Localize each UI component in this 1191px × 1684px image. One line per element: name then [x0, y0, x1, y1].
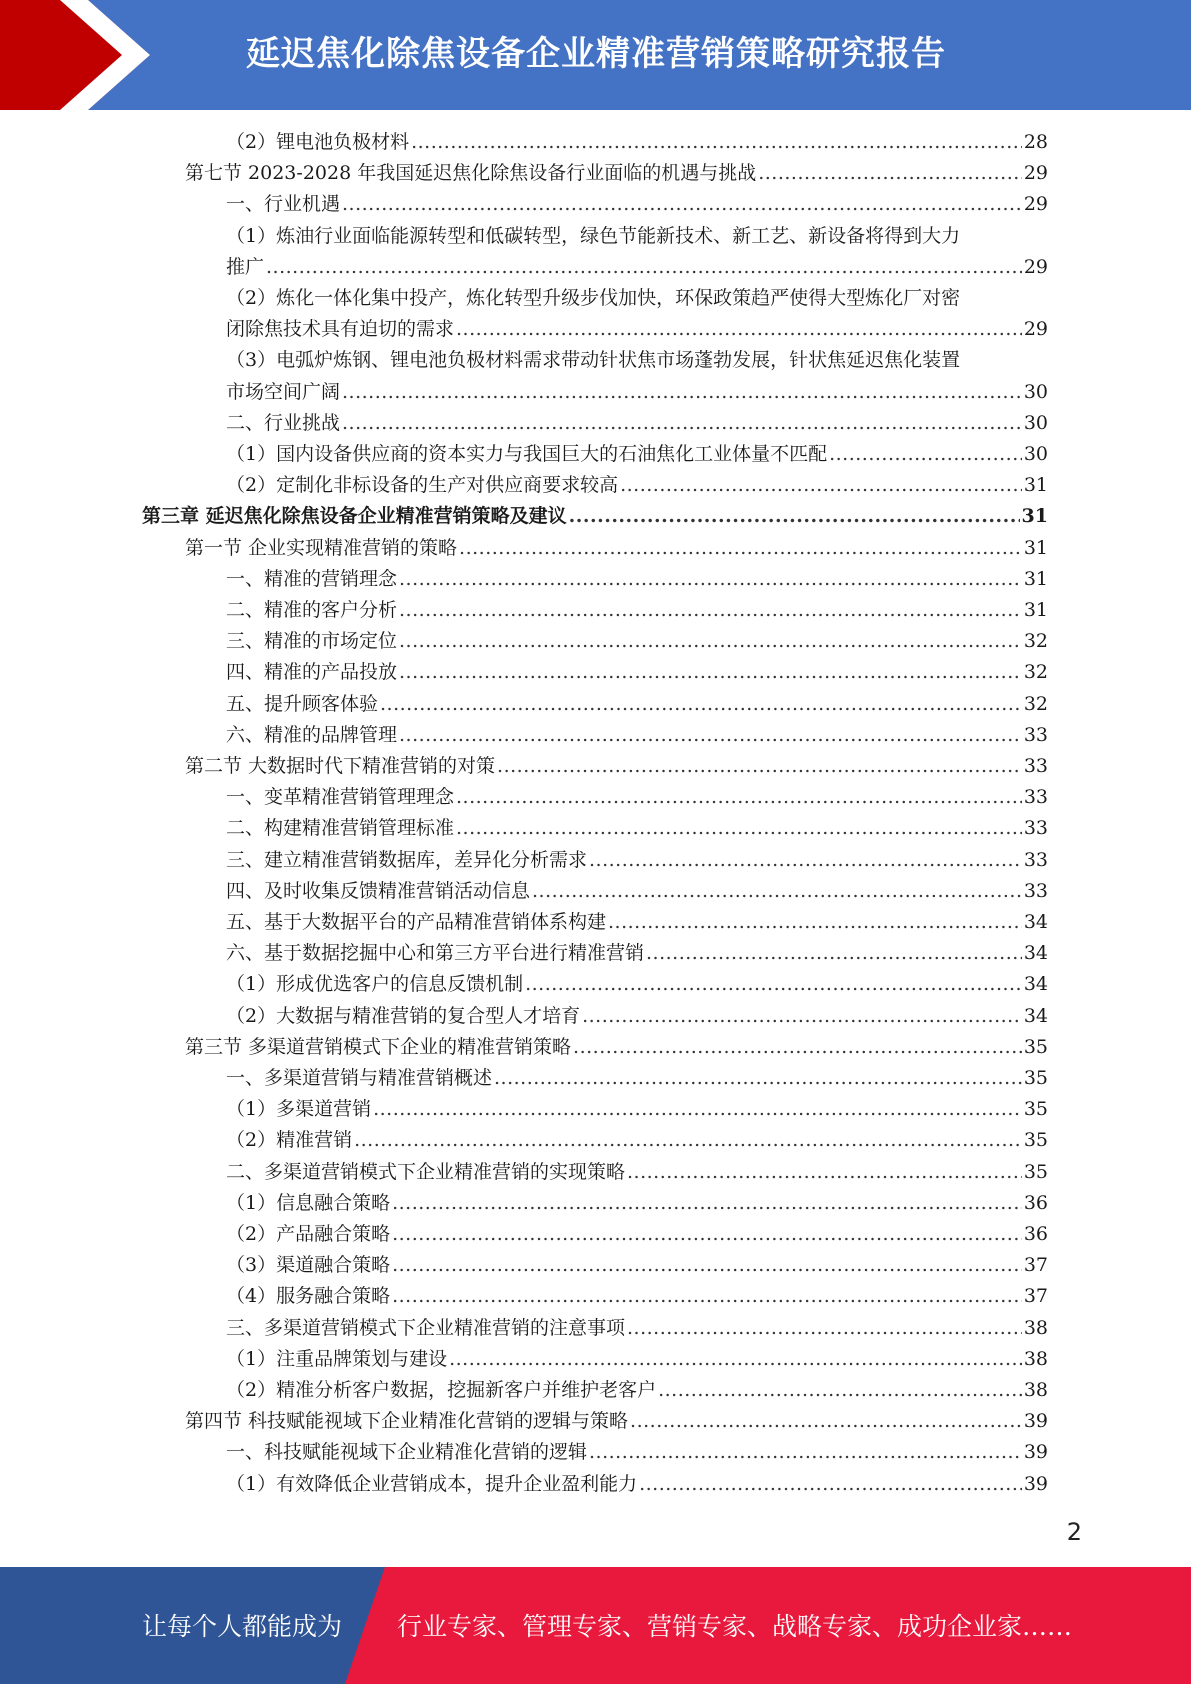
- toc-page-number: 39: [1023, 1441, 1048, 1464]
- toc-entry-title: 第三节 多渠道营销模式下企业的精准营销策略: [185, 1035, 572, 1058]
- toc-entry-title: （1）有效降低企业营销成本，提升企业盈利能力: [226, 1472, 638, 1495]
- toc-page-number: 35: [1023, 1098, 1048, 1121]
- toc-dot-leader: [497, 751, 1022, 782]
- toc-entry-title: 二、多渠道营销模式下企业精准营销的实现策略: [226, 1160, 626, 1183]
- footer-banner: [0, 1567, 1191, 1684]
- toc-dot-leader: [342, 408, 1022, 439]
- toc-entry-title: 第一节 企业实现精准营销的策略: [185, 536, 458, 559]
- toc-entry-title: 一、精准的营销理念: [226, 567, 398, 590]
- toc-page-number: 34: [1023, 942, 1048, 965]
- toc-entry-title: （1）炼油行业面临能源转型和低碳转型，绿色节能新技术、新工艺、新设备将得到大力: [226, 224, 961, 247]
- toc-entry-title: 第七节 2023-2028 年我国延迟焦化除焦设备行业面临的机遇与挑战: [185, 162, 757, 185]
- toc-page-number: 37: [1023, 1285, 1048, 1308]
- toc-dot-leader: [380, 689, 1022, 720]
- toc-page-number: 38: [1023, 1347, 1048, 1370]
- toc-page-number: 32: [1023, 692, 1048, 715]
- toc-page-number: 29: [1023, 162, 1048, 185]
- toc-entry-title: （1）注重品牌策划与建设: [226, 1347, 448, 1370]
- toc-dot-leader: [525, 969, 1022, 1000]
- toc-dot-leader: [494, 1063, 1022, 1094]
- toc-dot-leader: [589, 845, 1022, 876]
- toc-page-number: 33: [1023, 755, 1048, 777]
- toc-dot-leader: [266, 252, 1022, 283]
- toc-dot-leader: [399, 564, 1022, 595]
- toc-page-number: 38: [1023, 1316, 1048, 1339]
- toc-dot-leader: [646, 938, 1022, 969]
- header-arrow-icon: [0, 0, 160, 110]
- toc-entry-title: （2）产品融合策略: [226, 1223, 391, 1245]
- toc-entry-title: 三、精准的市场定位: [226, 630, 398, 653]
- toc-entry-title: 四、及时收集反馈精准营销活动信息: [226, 879, 531, 902]
- toc-dot-leader: [608, 907, 1022, 938]
- toc-dot-leader: [456, 314, 1022, 345]
- toc-dot-leader: [627, 1313, 1022, 1344]
- toc-page-number: 32: [1023, 630, 1048, 653]
- toc-dot-leader: [342, 189, 1022, 220]
- toc-dot-leader: [658, 1375, 1022, 1406]
- toc-page-number: 34: [1023, 973, 1048, 996]
- toc-entry-title: （4）服务融合策略: [226, 1285, 391, 1308]
- toc-dot-leader: [411, 127, 1022, 158]
- toc-dot-leader: [456, 813, 1022, 844]
- toc-page-number: 33: [1023, 848, 1048, 871]
- toc-dot-leader: [399, 626, 1022, 657]
- toc-dot-leader: [639, 1469, 1022, 1500]
- toc-entry-title: （1）形成优选客户的信息反馈机制: [226, 973, 524, 996]
- toc-dot-leader: [399, 595, 1022, 626]
- toc-page-number: 34: [1023, 911, 1048, 933]
- toc-entry-title: 一、多渠道营销与精准营销概述: [226, 1067, 493, 1089]
- toc-page-number: 31: [1023, 599, 1048, 621]
- toc-entry-title: （2）定制化非标设备的生产对供应商要求较高: [226, 474, 619, 497]
- toc-dot-leader: [829, 439, 1022, 470]
- toc-page-number: 35: [1023, 1035, 1048, 1058]
- toc-page-number: 29: [1023, 193, 1048, 216]
- toc-entry-title: （2）大数据与精准营销的复合型人才培育: [226, 1004, 581, 1027]
- toc-page-number: 28: [1023, 131, 1048, 153]
- toc-entry-title: （1）国内设备供应商的资本实力与我国巨大的石油焦化工业体量不匹配: [226, 443, 828, 465]
- toc-dot-leader: [342, 377, 1022, 408]
- toc-entry-title: （2）炼化一体化集中投产，炼化转型升级步伐加快，环保政策趋严使得大型炼化厂对密: [226, 287, 961, 309]
- toc-entry-title: 六、精准的品牌管理: [226, 723, 398, 746]
- toc-page-number: 33: [1023, 723, 1048, 746]
- toc-page-number: 36: [1023, 1223, 1048, 1245]
- footer-slogan-left: 让每个人都能成为: [142, 1612, 343, 1641]
- toc-page-number: 30: [1023, 380, 1048, 403]
- toc-dot-leader: [627, 1157, 1022, 1188]
- toc-page-number: 31: [1023, 567, 1048, 590]
- toc-page-number: 36: [1023, 1191, 1048, 1214]
- toc-entry-title: 四、精准的产品投放: [226, 661, 398, 684]
- toc-dot-leader: [456, 782, 1022, 813]
- toc-page-number: 39: [1023, 1472, 1048, 1495]
- toc-dot-leader: [582, 1001, 1022, 1032]
- page-number: 2: [1066, 1518, 1082, 1546]
- toc-page-number: 33: [1023, 879, 1048, 902]
- toc-dot-leader: [569, 501, 1020, 532]
- toc-entry-title: （2）精准营销: [226, 1129, 353, 1152]
- toc-dot-leader: [354, 1125, 1022, 1156]
- toc-entry-title: 二、精准的客户分析: [226, 599, 398, 621]
- toc-dot-leader: [758, 158, 1022, 189]
- toc-page-number: 30: [1023, 411, 1048, 434]
- document-title: 延迟焦化除焦设备企业精准营销策略研究报告: [246, 34, 946, 74]
- toc-entry-title: （2）精准分析客户数据，挖掘新客户并维护老客户: [226, 1379, 657, 1401]
- toc-entry-title: 市场空间广阔: [226, 380, 341, 403]
- toc-dot-leader: [392, 1281, 1022, 1312]
- toc-dot-leader: [373, 1094, 1022, 1125]
- toc-page-number: 38: [1023, 1379, 1048, 1401]
- toc-page-number: 37: [1023, 1254, 1048, 1277]
- toc-page-number: 32: [1023, 661, 1048, 684]
- toc-entry-title: 二、构建精准营销管理标准: [226, 817, 455, 840]
- toc-entry-title: 五、提升顾客体验: [226, 692, 379, 715]
- toc-page-number: 29: [1023, 255, 1048, 278]
- toc-entry-title: 三、建立精准营销数据库，差异化分析需求: [226, 848, 588, 871]
- toc-page-number: 31: [1023, 536, 1048, 559]
- toc-dot-leader: [573, 1032, 1022, 1063]
- footer-slogan-right: 行业专家、管理专家、营销专家、战略专家、成功企业家……: [397, 1612, 1073, 1641]
- toc-dot-leader: [399, 720, 1022, 751]
- header-banner: [0, 0, 1191, 110]
- toc-entry-title: 推广: [226, 255, 265, 278]
- toc-page-number: 35: [1023, 1067, 1048, 1089]
- toc-dot-leader: [392, 1188, 1022, 1219]
- toc-entry-title: 第二节 大数据时代下精准营销的对策: [185, 755, 496, 777]
- toc-page-number: 35: [1023, 1160, 1048, 1183]
- toc-entry-title: 第四节 科技赋能视域下企业精准化营销的逻辑与策略: [185, 1410, 629, 1433]
- toc-entry-title: 一、行业机遇: [226, 193, 341, 216]
- toc-dot-leader: [399, 657, 1022, 688]
- toc-entry-title: 三、多渠道营销模式下企业精准营销的注意事项: [226, 1316, 626, 1339]
- toc-entry-title: （3）渠道融合策略: [226, 1254, 391, 1277]
- toc-page-number: 39: [1023, 1410, 1048, 1433]
- toc-page-number: 34: [1023, 1004, 1048, 1027]
- toc-page-number: 33: [1023, 786, 1048, 809]
- toc-entry-title: （3）电弧炉炼钢、锂电池负极材料需求带动针状焦市场蓬勃发展，针状焦延迟焦化装置: [226, 349, 961, 372]
- toc-dot-leader: [459, 533, 1022, 564]
- toc-page-number: 33: [1023, 817, 1048, 840]
- toc-entry-title: 一、科技赋能视域下企业精准化营销的逻辑: [226, 1441, 588, 1464]
- toc-dot-leader: [620, 470, 1022, 501]
- toc-dot-leader: [532, 876, 1022, 907]
- toc-entry-title: 六、基于数据挖掘中心和第三方平台进行精准营销: [226, 942, 645, 965]
- toc-entry-title: 五、基于大数据平台的产品精准营销体系构建: [226, 911, 607, 933]
- toc-entry-title: 闭除焦技术具有迫切的需求: [226, 318, 455, 341]
- toc-entry-title: （1）多渠道营销: [226, 1098, 372, 1121]
- toc-entry-title: 第三章 延迟焦化除焦设备企业精准营销策略及建议: [142, 505, 567, 528]
- toc-dot-leader: [392, 1250, 1022, 1281]
- toc-entry-title: 一、变革精准营销管理理念: [226, 786, 455, 809]
- toc-page-number: 31: [1021, 505, 1048, 528]
- toc-entry-title: （2）锂电池负极材料: [226, 131, 410, 153]
- toc-page-number: 30: [1023, 443, 1048, 465]
- toc-dot-leader: [449, 1344, 1022, 1375]
- toc-page-number: 35: [1023, 1129, 1048, 1152]
- toc-dot-leader: [392, 1219, 1022, 1250]
- toc-page-number: 31: [1023, 474, 1048, 497]
- toc-dot-leader: [630, 1406, 1022, 1437]
- toc-entry-title: 二、行业挑战: [226, 411, 341, 434]
- toc-dot-leader: [589, 1437, 1022, 1468]
- toc-entry-title: （1）信息融合策略: [226, 1191, 391, 1214]
- toc-page-number: 29: [1023, 318, 1048, 341]
